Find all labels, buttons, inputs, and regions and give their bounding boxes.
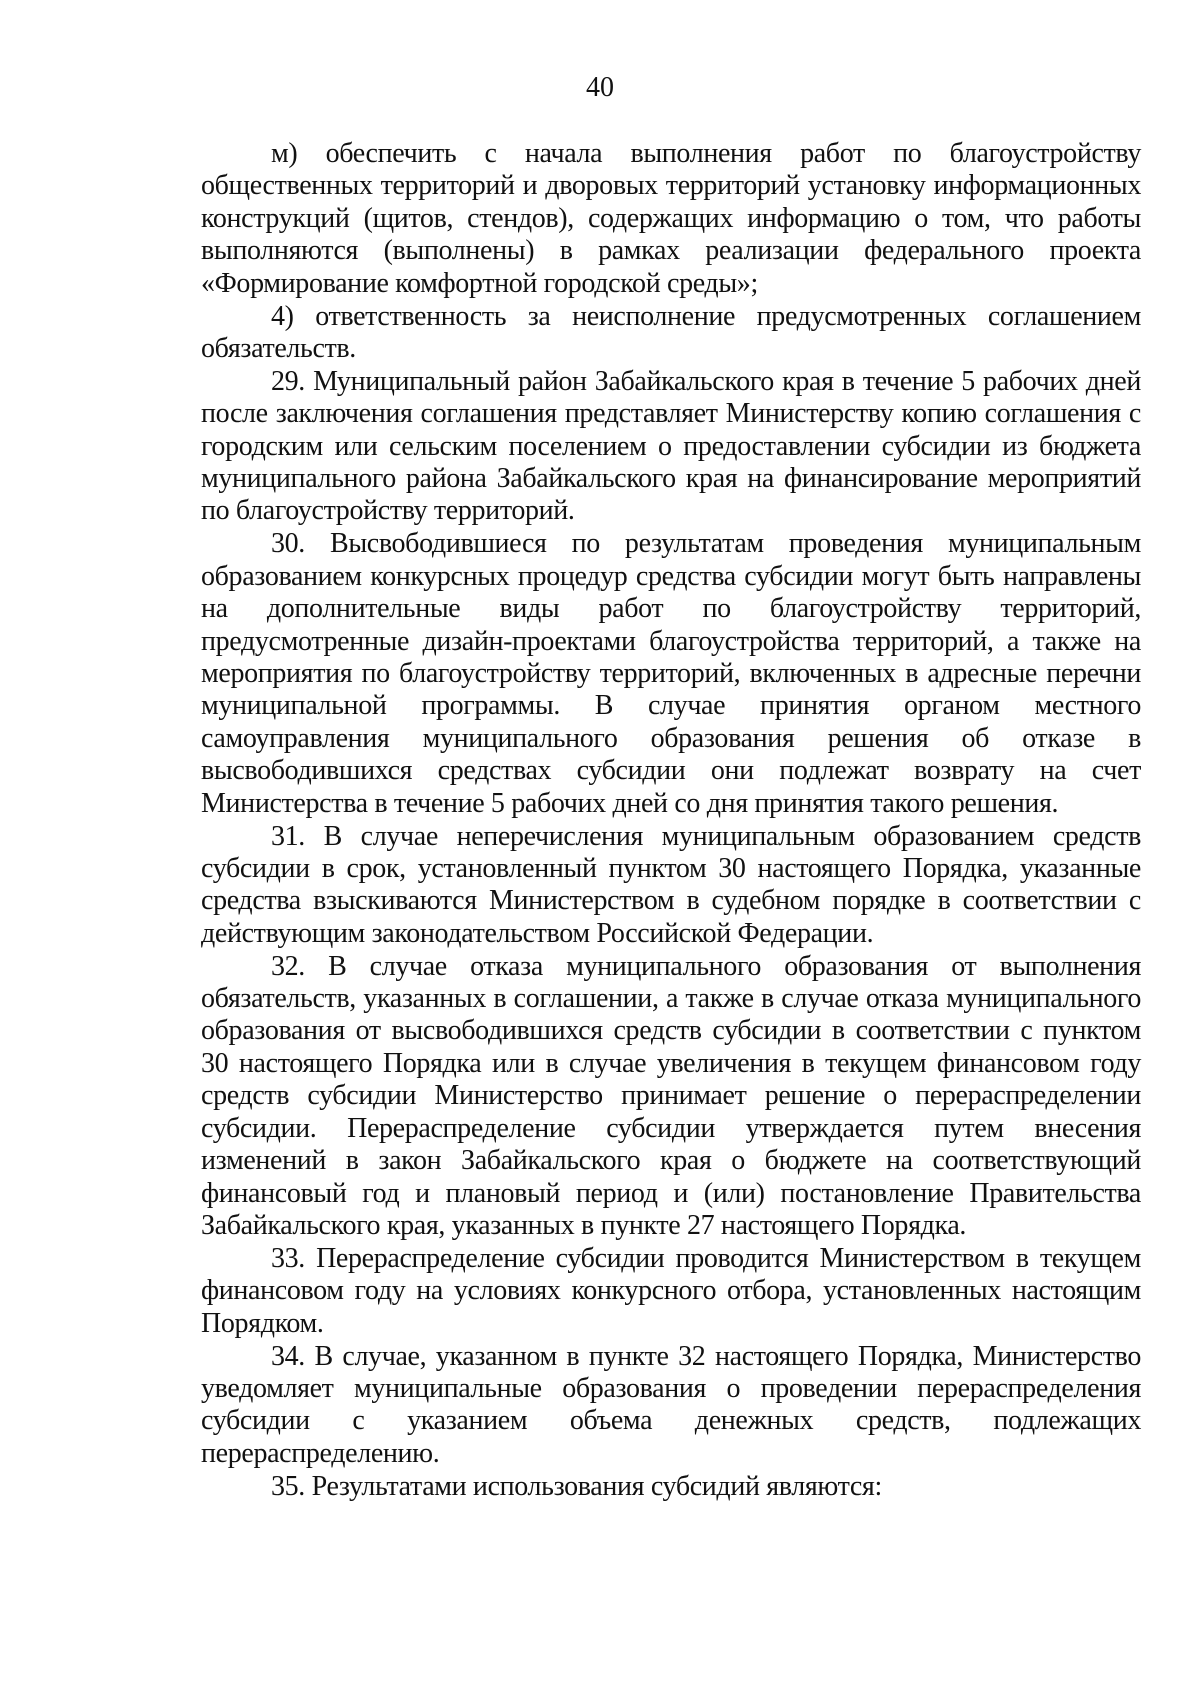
paragraph-34: 34. В случае, указанном в пункте 32 настоящего Порядка, Министерство уведомляет муниципальные образования о проведении перераспределения субсидии с указанием объема денежных средств, подлежащих перераспределению. (201, 1340, 1141, 1469)
paragraph-35: 35. Результатами использования субсидий являются: (271, 1470, 882, 1502)
paragraph-33: 33. Перераспределение субсидии проводится Министерством в текущем финансовом году на условиях конкурсного отбора, установленных настоящим Порядком. (201, 1242, 1141, 1339)
paragraph-32: 32. В случае отказа муниципального образования от выполнения обязательств, указанных в соглашении, а также в случае отказа муниципального образования от высвободившихся средств субсидии в соответствии с пунктом 30 настоящего Порядка или в случае увеличения в текущем финансовом году средств субсидии Министерство принимает решение о перераспределении субсидии. Перераспределение субсидии утверждается путем внесения изменений в закон Забайкальского края о бюджете на соответствующий финансовый год и плановый период и (или) постановление Правительства Забайкальского края, указанных в пункте 27 настоящего Порядка. (201, 950, 1141, 1241)
paragraph-30: 30. Высвободившиеся по результатам проведения муниципальным образованием конкурсных процедур средства субсидии могут быть направлены на дополнительные виды работ по благоустройству территорий, предусмотренные дизайн-проектами благоустройства территорий, а также на мероприятия по благоустройству территорий, включенных в адресные перечни муниципальной программы. В случае принятия органом местного самоуправления муниципального образования решения об отказе в высвободившихся средствах субсидии они подлежат возврату на счет Министерства в течение 5 рабочих дней со дня принятия такого решения. (201, 528, 1141, 819)
paragraph-4-responsibility: 4) ответственность за неисполнение предусмотренных соглашением обязательств. (201, 300, 1141, 364)
paragraph-31: 31. В случае неперечисления муниципальным образованием средств субсидии в срок, установленный пунктом 30 настоящего Порядка, указанные средства взыскиваются Министерством в судебном порядке в соответствии с действующим законодательством Российской Федерации. (201, 820, 1141, 949)
paragraph-29: 29. Муниципальный район Забайкальского края в течение 5 рабочих дней после заключения соглашения представляет Министерству копию соглашения с городским или сельским поселением о предоставлении субсидии из бюджета муниципального района Забайкальского края на финансирование мероприятий по благоустройству территорий. (201, 365, 1141, 527)
page-number: 40 (586, 72, 614, 103)
paragraph-m-information-boards: м) обеспечить с начала выполнения работ по благоустройству общественных территорий и дворовых территорий установку информационных конструкций (щитов, стендов), содержащих информацию о том, что работы выполняются (выполнены) в рамках реализации федерального проекта «Формирование комфортной городской среды»; (201, 138, 1141, 299)
document-body (201, 138, 1141, 1503)
